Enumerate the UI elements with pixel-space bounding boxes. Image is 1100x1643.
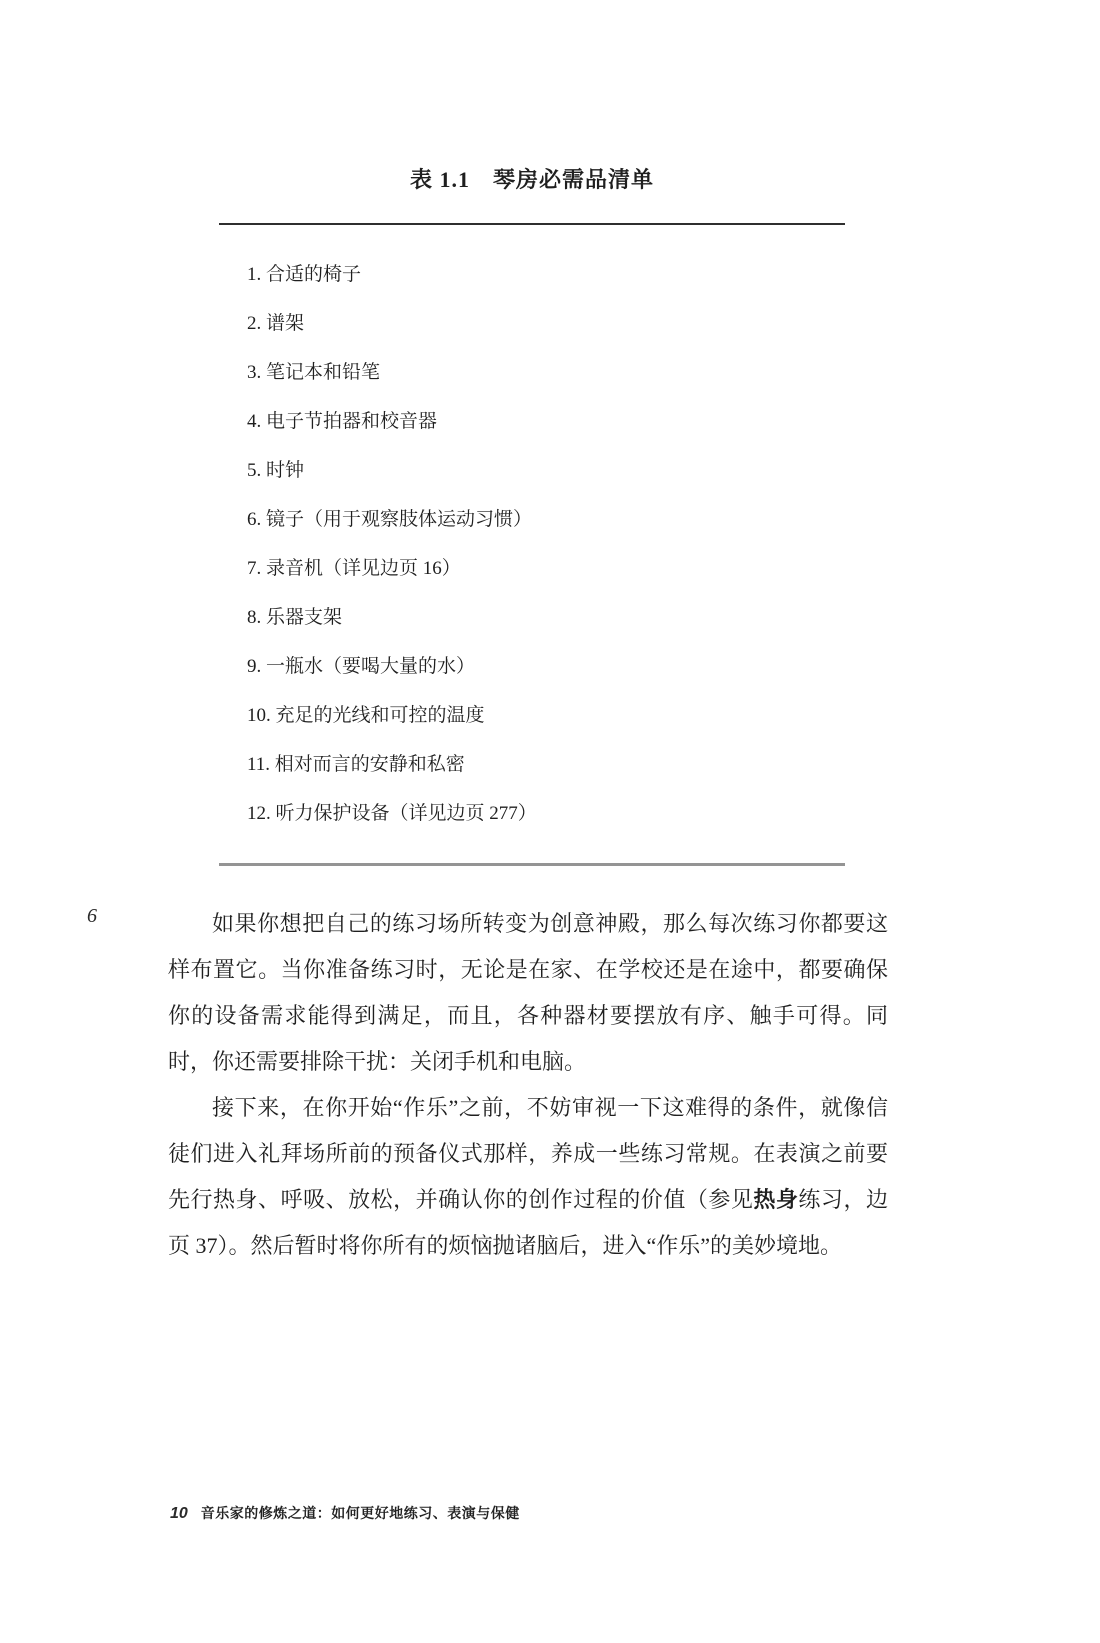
list-item: 8. 乐器支架 (247, 607, 343, 628)
table-rule-top (219, 223, 845, 225)
paragraph-2-bold-term: 热身 (753, 1187, 799, 1212)
list-item: 12. 听力保护设备（详见边页 277） (247, 803, 537, 824)
paragraph-2-after-bold: 练习，边页 37）。然后暂时将你所有的烦恼抛诸脑后，进入“作乐”的美妙境地。 (168, 1187, 888, 1258)
list-item: 4. 电子节拍器和校音器 (247, 411, 438, 432)
list-item: 11. 相对而言的安静和私密 (247, 754, 465, 775)
paragraph-2-before-bold: 接下来，在你开始“作乐”之前，不妨审视一下这难得的条件，就像信徒们进入礼拜场所前的预备仪式那样，养成一些练习常规。在表演之前要先行热身、呼吸、放松，并确认你的创作过程的价值（参见 (168, 1095, 888, 1212)
list-item: 10. 充足的光线和可控的温度 (247, 705, 485, 726)
list-item: 9. 一瓶水（要喝大量的水） (247, 656, 476, 677)
list-item: 3. 笔记本和铅笔 (247, 362, 381, 383)
margin-page-number: 6 (87, 905, 97, 927)
body-paragraph-2 (168, 1085, 888, 1269)
footer-page-number: 10 (170, 1505, 188, 1522)
body-paragraph-1: 如果你想把自己的练习场所转变为创意神殿，那么每次练习你都要这样布置它。当你准备练习时，无论是在家、在学校还是在途中，都要确保你的设备需求能得到满足，而且，各种器材要摆放有序、触手可得。同时，你还需要排除干扰：关闭手机和电脑。 (168, 911, 888, 1074)
list-item: 2. 谱架 (247, 313, 305, 334)
table-caption: 表 1.1 琴房必需品清单 (409, 167, 654, 192)
footer-book-title: 音乐家的修炼之道：如何更好地练习、表演与保健 (200, 1505, 520, 1521)
page-footer (170, 1503, 520, 1523)
equipment-checklist (247, 250, 807, 838)
list-item: 6. 镜子（用于观察肢体运动习惯） (247, 509, 533, 530)
table-rule-bottom (219, 863, 845, 866)
list-item: 1. 合适的椅子 (247, 264, 362, 285)
body-text (168, 901, 888, 1269)
list-item: 5. 时钟 (247, 460, 305, 481)
list-item: 7. 录音机（详见边页 16） (247, 558, 461, 579)
